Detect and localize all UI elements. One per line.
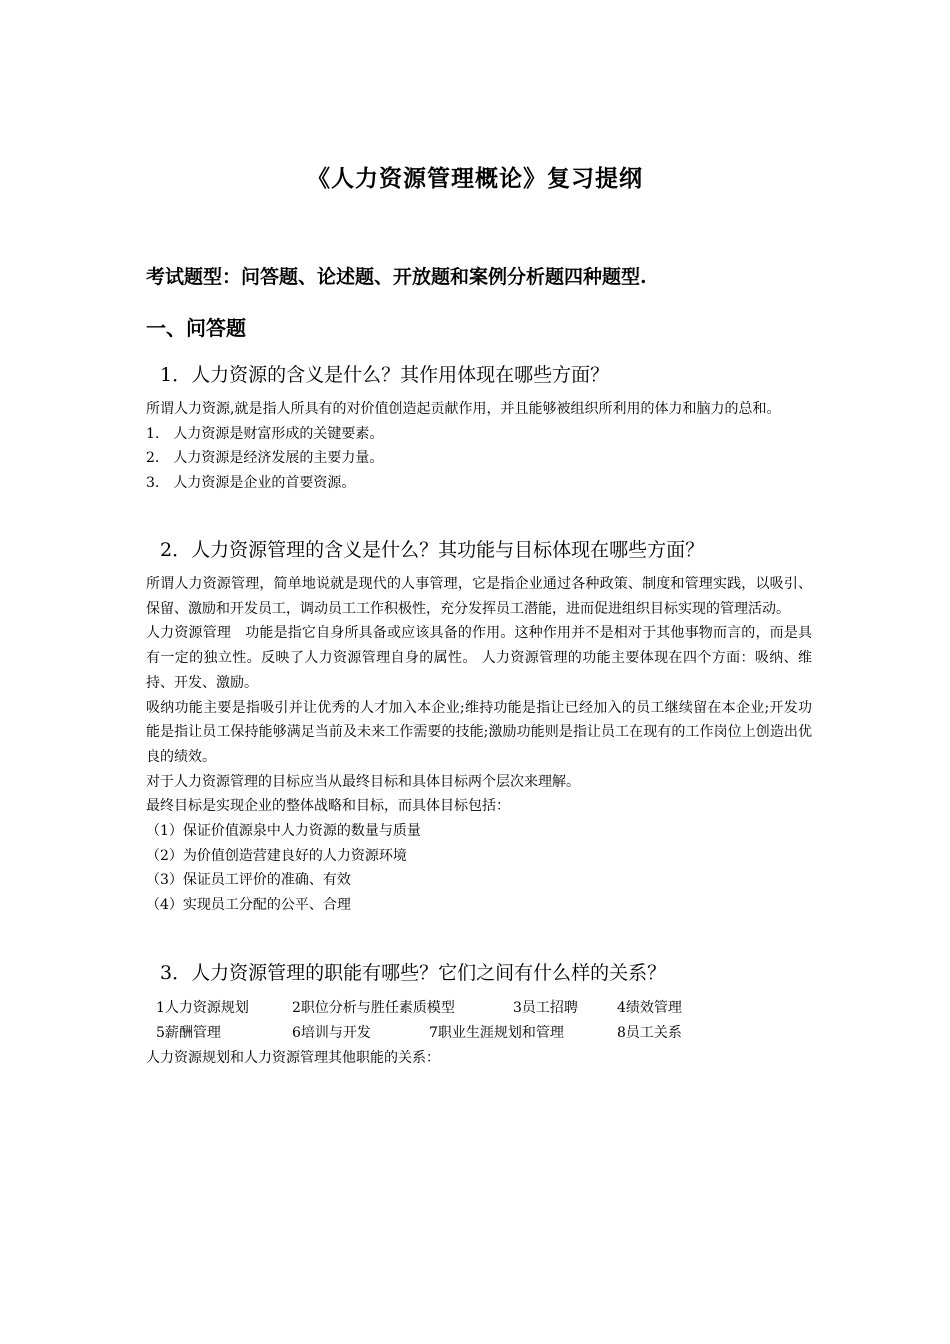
- function-item: 6培训与开发: [292, 1025, 371, 1041]
- function-item: 4绩效管理: [617, 1000, 682, 1016]
- function-item: 3员工招聘: [513, 1000, 578, 1016]
- paragraph: 人力资源规划和人力资源管理其他职能的关系：: [146, 1050, 440, 1066]
- paragraph: 人力资源管理 功能是指它自身所具备或应该具备的作用。这种作用并不是相对于其他事物而言的，而是具有一定的独立性。反映了人力资源管理自身的属性。 人力资源管理的功能主要体现在四个方面：吸纳、维持、开发、激励。: [146, 625, 812, 691]
- list-item: （2）为价值创造营建良好的人力资源环境: [146, 847, 407, 864]
- question-3-heading: 3．人力资源管理的职能有哪些？它们之间有什么样的关系？: [160, 962, 667, 984]
- question-2-answer: [146, 572, 812, 918]
- section-heading: 一、问答题: [146, 316, 246, 340]
- functions-list: [146, 997, 812, 1047]
- paragraph: 最终目标是实现企业的整体战略和目标，而具体目标包括：: [146, 798, 510, 815]
- functions-row: [146, 1022, 812, 1047]
- paragraph: 所谓人力资源,就是指人所具有的对价值创造起贡献作用，并且能够被组织所利用的体力和脑力的总和。: [146, 401, 781, 417]
- function-item: 2职位分析与胜任素质模型: [292, 1000, 455, 1016]
- paragraph: 对于人力资源管理的目标应当从最终目标和具体目标两个层次来理解。: [146, 773, 580, 790]
- function-item: 8员工关系: [617, 1025, 682, 1041]
- list-item: 1. 人力资源是财富形成的关键要素。: [146, 425, 384, 442]
- function-item: 5薪酬管理: [156, 1025, 221, 1041]
- question-1-heading: 1．人力资源的含义是什么？其作用体现在哪些方面？: [160, 364, 610, 386]
- question-3-answer: [146, 1046, 812, 1071]
- document-title: 《人力资源管理概论》复习提纲: [307, 166, 643, 192]
- question-1-answer: [146, 397, 812, 496]
- exam-type-line: 考试题型：问答题、论述题、开放题和案例分析题四种题型.: [146, 266, 647, 288]
- list-item: （3）保证员工评价的准确、有效: [146, 872, 351, 889]
- functions-row: [146, 997, 812, 1022]
- list-item: 2. 人力资源是经济发展的主要力量。: [146, 450, 384, 467]
- question-2-heading: 2．人力资源管理的含义是什么？其功能与目标体现在哪些方面？: [160, 539, 705, 561]
- paragraph: 吸纳功能主要是指吸引并让优秀的人才加入本企业;维持功能是指让已经加入的员工继续留在本企业;开发功能是指让员工保持能够满足当前及未来工作需要的技能;激励功能则是指让员工在现有的工作岗位上创造出优良的绩效。: [146, 699, 812, 765]
- list-item: 3. 人力资源是企业的首要资源。: [146, 475, 356, 492]
- list-item: （1）保证价值源泉中人力资源的数量与质量: [146, 823, 421, 840]
- paragraph: 所谓人力资源管理，简单地说就是现代的人事管理，它是指企业通过各种政策、制度和管理实践，以吸引、保留、激励和开发员工，调动员工工作积极性，充分发挥员工潜能，进而促进组织目标实现的管理活动。: [146, 576, 812, 617]
- function-item: 1人力资源规划: [156, 1000, 249, 1016]
- list-item: （4）实现员工分配的公平、合理: [146, 897, 351, 914]
- function-item: 7职业生涯规划和管理: [429, 1025, 564, 1041]
